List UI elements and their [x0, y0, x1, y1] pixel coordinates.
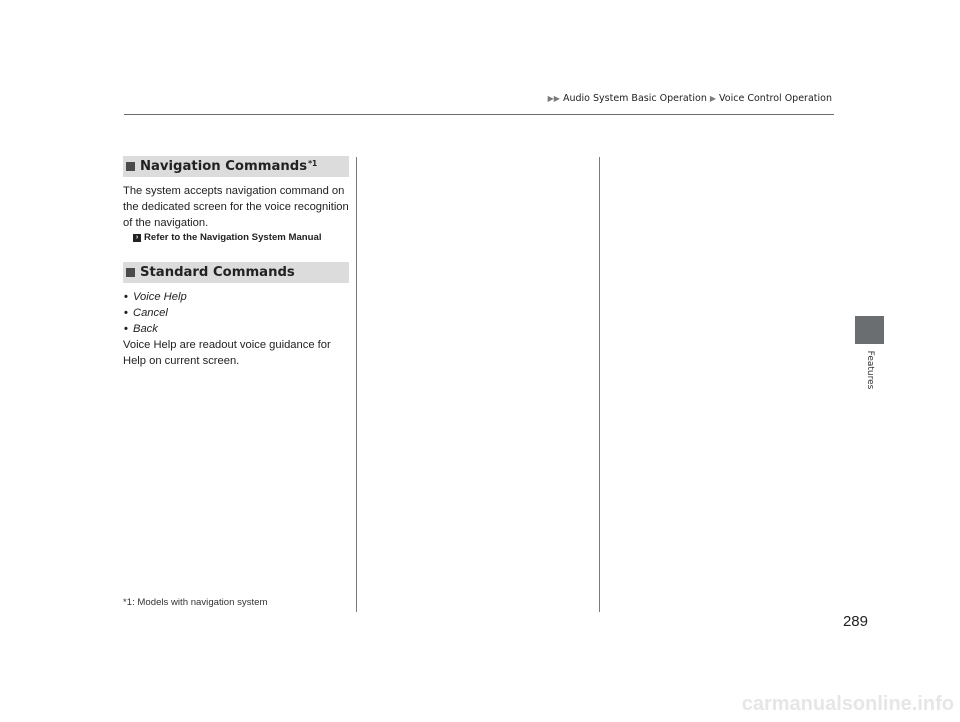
footnote: *1: Models with navigation system: [123, 597, 268, 608]
page-number: 289: [842, 613, 868, 630]
navigation-commands-heading: [123, 156, 349, 177]
footnote-mark: *1: [308, 159, 318, 168]
breadcrumb-item-voice-control[interactable]: Voice Control Operation: [719, 93, 832, 104]
standard-commands-body: Voice Help are readout voice guidance for Help on current screen.: [123, 339, 331, 367]
header-rule: [124, 114, 834, 115]
column-divider: [356, 157, 357, 612]
section-label-text: Features: [864, 350, 875, 390]
breadcrumb-arrow-icon: ▶▶: [547, 93, 560, 103]
navigation-reference-link[interactable]: [133, 232, 349, 243]
section-tab[interactable]: [855, 316, 884, 344]
watermark: carmanualsonline.info: [741, 693, 954, 715]
list-item: • Back: [123, 321, 349, 337]
breadcrumb-arrow-icon: ▶: [709, 93, 717, 103]
heading-square-icon: [126, 268, 135, 277]
section-label: [855, 350, 884, 390]
reference-arrow-icon: ›: [133, 234, 141, 242]
navigation-commands-title: Navigation Commands: [140, 159, 308, 174]
navigation-commands-body: The system accepts navigation command on the dedicated screen for the voice recognition of the navigation.: [123, 185, 349, 229]
standard-commands-list: [123, 289, 349, 337]
standard-commands-heading: [123, 262, 349, 283]
heading-square-icon: [126, 162, 135, 171]
list-item: • Cancel: [123, 305, 349, 321]
breadcrumb: [548, 93, 832, 104]
main-column: [123, 156, 349, 369]
column-divider: [599, 157, 600, 612]
standard-commands-title: Standard Commands: [140, 265, 295, 280]
list-item: • Voice Help: [123, 289, 349, 305]
breadcrumb-item-audio-system[interactable]: Audio System Basic Operation: [562, 93, 707, 104]
navigation-reference-text: Refer to the Navigation System Manual: [144, 232, 322, 243]
